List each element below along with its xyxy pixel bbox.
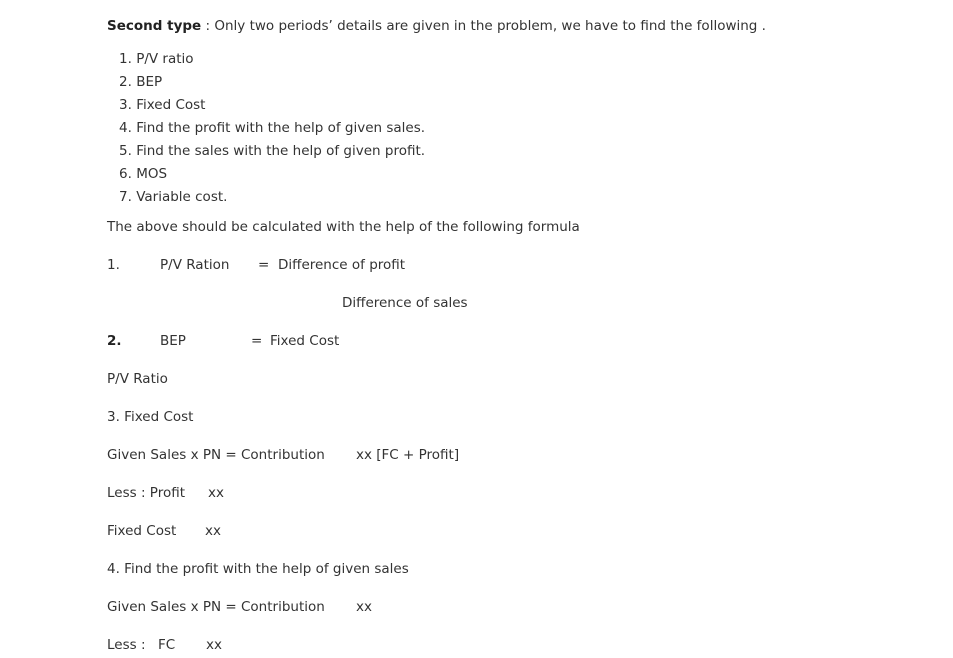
- list-item: [119, 142, 425, 160]
- list-item: [119, 73, 162, 91]
- list-item-text: Find the profit with the help of given sales.: [136, 120, 426, 136]
- formula-1-numerator: Difference of profit: [278, 257, 406, 273]
- list-item-text: Fixed Cost: [136, 97, 206, 113]
- list-item-text: BEP: [136, 74, 163, 90]
- list-item: [119, 50, 194, 68]
- list-item: [119, 165, 167, 183]
- list-item-number: 1.: [119, 51, 132, 67]
- list-item-text: P/V ratio: [136, 51, 194, 67]
- formula-4-row2-mid: FC: [158, 637, 176, 653]
- list-item: [119, 188, 227, 206]
- list-item-number: 2.: [119, 74, 132, 90]
- list-item: [119, 96, 205, 114]
- formula-4-row1-value: xx: [356, 599, 372, 615]
- intro-heading: Second type: [107, 18, 202, 34]
- formula-3-heading: 3. Fixed Cost: [107, 409, 194, 425]
- list-item-text: MOS: [136, 166, 168, 182]
- list-item-text: Find the sales with the help of given profit.: [136, 143, 426, 159]
- formula-3-row3-label: Fixed Cost: [107, 523, 177, 539]
- formula-2-equals: =: [251, 333, 263, 349]
- formula-3-row2-value: xx: [208, 485, 224, 501]
- intro-paragraph: [107, 17, 766, 35]
- formula-2-numerator: Fixed Cost: [270, 333, 340, 349]
- list-item-number: 5.: [119, 143, 132, 159]
- list-item: [119, 119, 425, 137]
- formula-1-label: P/V Ration: [160, 257, 230, 273]
- formula-3-row2-label: Less : Profit: [107, 485, 186, 501]
- formula-4-heading: 4. Find the profit with the help of given sales: [107, 561, 409, 577]
- formula-intro: The above should be calculated with the help of the following formula: [107, 219, 580, 235]
- list-item-number: 3.: [119, 97, 132, 113]
- formula-1-equals: =: [258, 257, 270, 273]
- list-item-number: 4.: [119, 120, 132, 136]
- formula-2-denominator: P/V Ratio: [107, 371, 168, 387]
- formula-2-number: 2.: [107, 333, 122, 349]
- intro-separator: :: [201, 18, 215, 34]
- formula-3-row3-value: xx: [205, 523, 221, 539]
- list-item-number: 6.: [119, 166, 132, 182]
- formula-3-row1-value: xx [FC + Profit]: [356, 447, 460, 463]
- formula-4-row1-label: Given Sales x PN = Contribution: [107, 599, 325, 615]
- formula-4-row2-label: Less :: [107, 637, 146, 653]
- formula-3-row1-label: Given Sales x PN = Contribution: [107, 447, 325, 463]
- intro-text: Only two periods’ details are given in the problem, we have to find the following .: [214, 18, 766, 34]
- formula-2-label: BEP: [160, 333, 186, 349]
- list-item-text: Variable cost.: [136, 189, 228, 205]
- formula-1-denominator: Difference of sales: [342, 295, 468, 311]
- formula-4-row2-value: xx: [206, 637, 222, 653]
- formula-1-number: 1.: [107, 257, 120, 273]
- list-item-number: 7.: [119, 189, 132, 205]
